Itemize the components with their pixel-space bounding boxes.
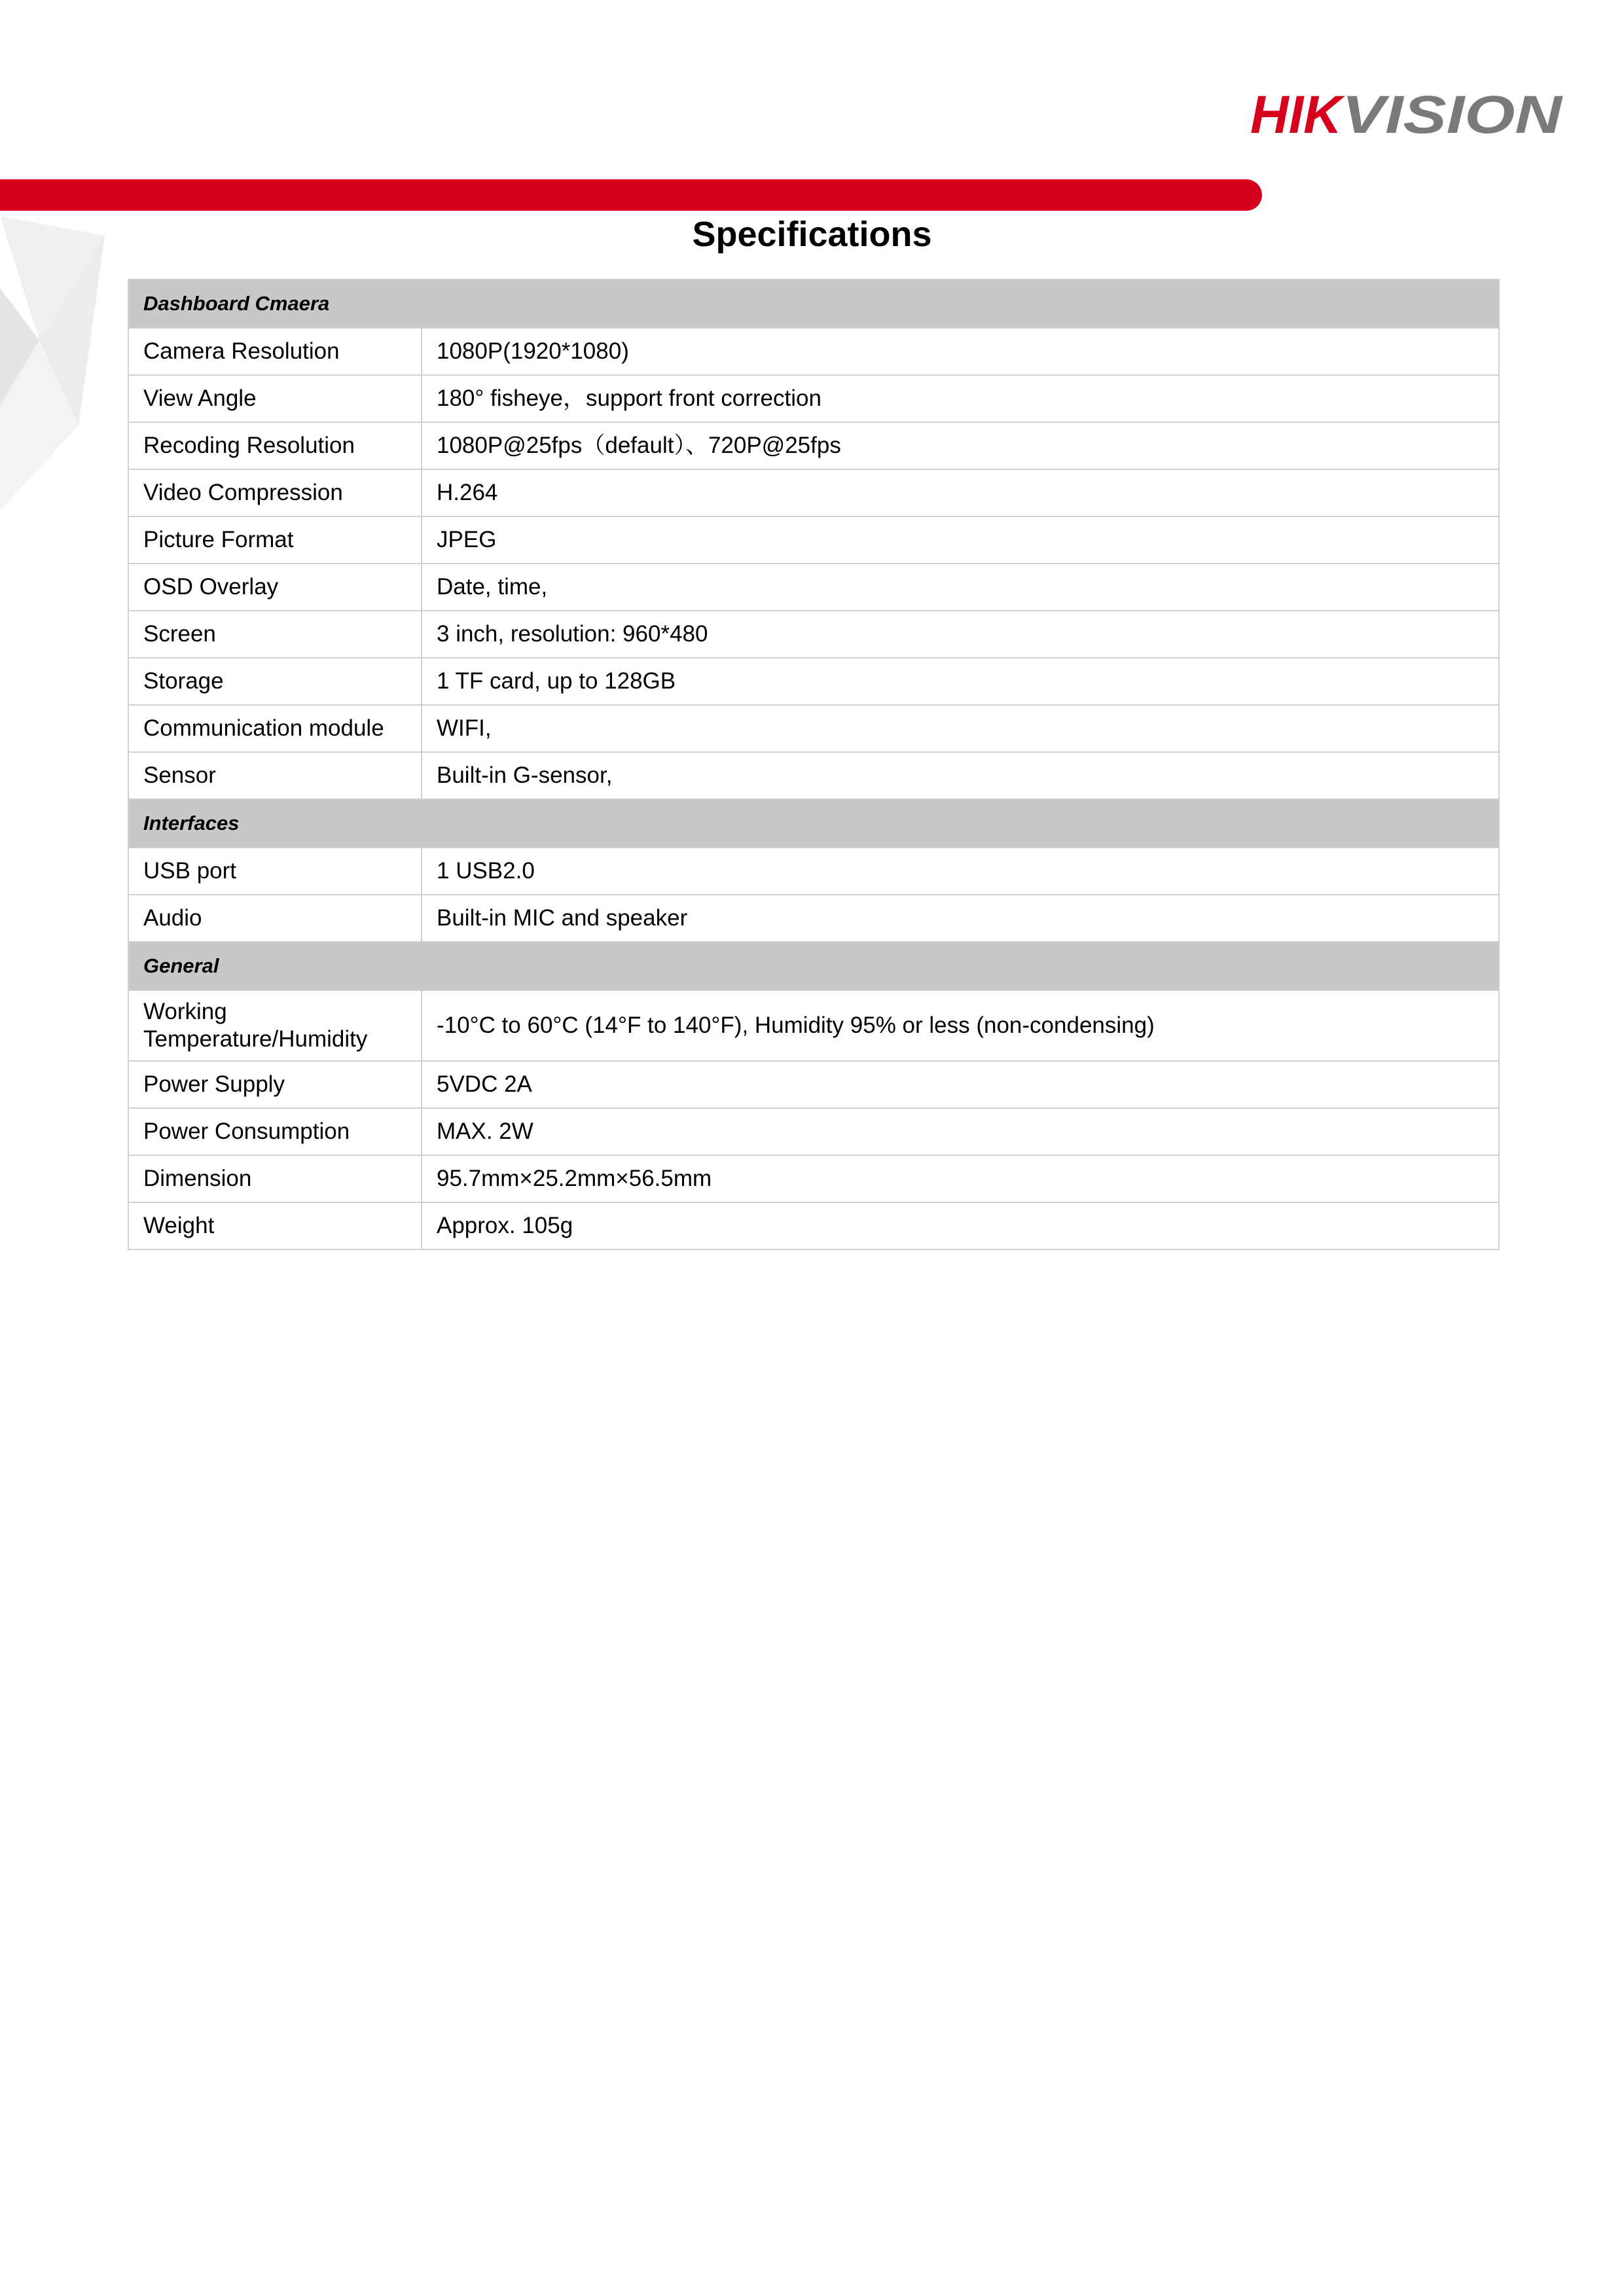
table-row: [128, 516, 1499, 564]
spec-label: Communication module: [128, 705, 422, 752]
svg-text:HIK: HIK: [1250, 88, 1346, 141]
table-row: [128, 564, 1499, 611]
svg-text:VISION: VISION: [1342, 88, 1564, 141]
spec-value: 1 USB2.0: [422, 848, 1499, 895]
section-header-row: [128, 942, 1499, 990]
spec-value: -10°C to 60°C (14°F to 140°F), Humidity 95% or less (non-condensing): [422, 990, 1499, 1061]
table-row: [128, 705, 1499, 752]
table-row: [128, 990, 1499, 1061]
table-row: [128, 1061, 1499, 1108]
spec-value: MAX. 2W: [422, 1108, 1499, 1155]
spec-label: View Angle: [128, 375, 422, 422]
table-row: [128, 752, 1499, 799]
spec-value: 3 inch, resolution: 960*480: [422, 611, 1499, 658]
spec-value: 180° fisheye，support front correction: [422, 375, 1499, 422]
spec-value: WIFI,: [422, 705, 1499, 752]
table-row: [128, 328, 1499, 375]
spec-label: Power Consumption: [128, 1108, 422, 1155]
spec-label: Working Temperature/Humidity: [128, 990, 422, 1061]
table-row: [128, 1202, 1499, 1249]
spec-value: Built-in MIC and speaker: [422, 895, 1499, 942]
spec-label: Video Compression: [128, 469, 422, 516]
spec-value: H.264: [422, 469, 1499, 516]
spec-label: Audio: [128, 895, 422, 942]
spec-label: Camera Resolution: [128, 328, 422, 375]
spec-value: 1080P@25fps（default）、720P@25fps: [422, 422, 1499, 469]
spec-label: Storage: [128, 658, 422, 705]
spec-value: Date, time,: [422, 564, 1499, 611]
table-row: [128, 848, 1499, 895]
spec-value: Approx. 105g: [422, 1202, 1499, 1249]
section-header: General: [128, 942, 1499, 990]
table-row: [128, 1108, 1499, 1155]
spec-value: 95.7mm×25.2mm×56.5mm: [422, 1155, 1499, 1202]
spec-label: Screen: [128, 611, 422, 658]
spec-label: Power Supply: [128, 1061, 422, 1108]
table-row: [128, 1155, 1499, 1202]
table-row: [128, 895, 1499, 942]
table-row: [128, 375, 1499, 422]
table-row: [128, 469, 1499, 516]
spec-value: Built-in G-sensor,: [422, 752, 1499, 799]
table-row: [128, 422, 1499, 469]
spec-label: USB port: [128, 848, 422, 895]
page-title: Specifications: [692, 215, 932, 254]
section-header: Interfaces: [128, 799, 1499, 848]
section-header-row: [128, 279, 1499, 328]
table-row: [128, 658, 1499, 705]
section-header-row: [128, 799, 1499, 848]
specifications-table: [128, 279, 1500, 1250]
spec-value: 1 TF card, up to 128GB: [422, 658, 1499, 705]
table-row: [128, 611, 1499, 658]
spec-value: 1080P(1920*1080): [422, 328, 1499, 375]
spec-label: Picture Format: [128, 516, 422, 564]
spec-label: Sensor: [128, 752, 422, 799]
spec-label: OSD Overlay: [128, 564, 422, 611]
hikvision-logo: [1250, 88, 1564, 141]
spec-value: JPEG: [422, 516, 1499, 564]
spec-label: Dimension: [128, 1155, 422, 1202]
header-red-bar: [0, 179, 1262, 211]
spec-label: Recoding Resolution: [128, 422, 422, 469]
spec-label: Weight: [128, 1202, 422, 1249]
section-header: Dashboard Cmaera: [128, 279, 1499, 328]
spec-value: 5VDC 2A: [422, 1061, 1499, 1108]
